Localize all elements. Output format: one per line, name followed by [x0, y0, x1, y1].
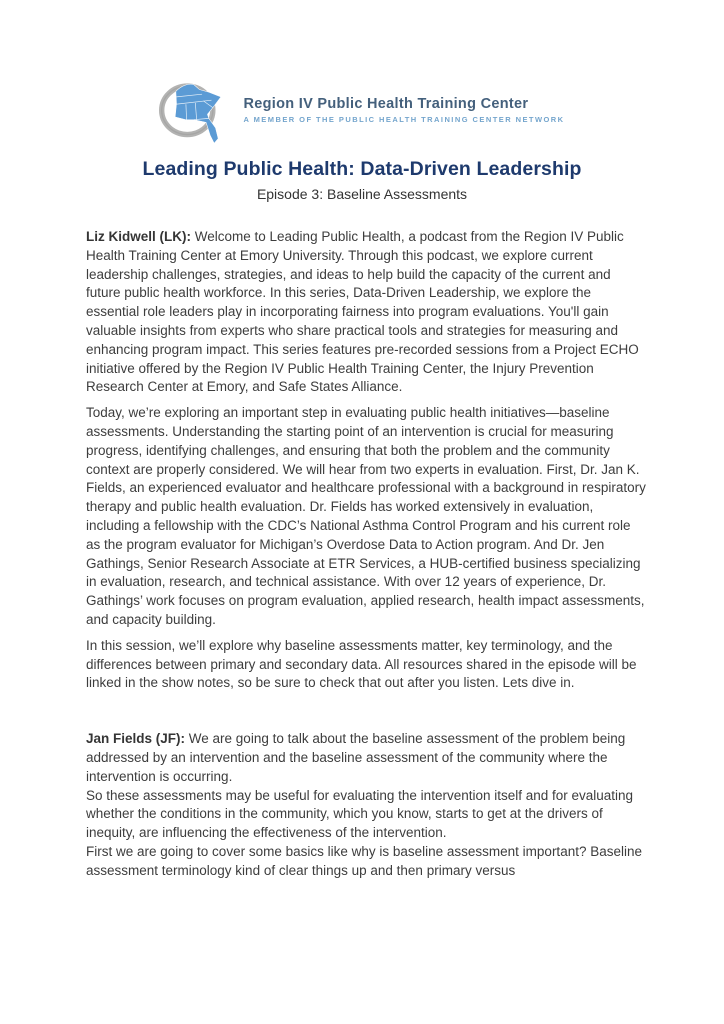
paragraph-text: So these assessments may be useful for evaluating the intervention itself and for evaluating whether the conditions in the community, which you know, starts to get at the drivers of inequity, are influencing the effectiveness of the intervention. — [86, 787, 634, 841]
transcript-paragraph — [86, 637, 646, 693]
logo — [0, 82, 724, 146]
speaker-label: Jan Fields (JF): — [86, 731, 189, 747]
paragraph-text: Welcome to Leading Public Health, a podcast from the Region IV Public Health Training Center at Emory University. Through this podcast, we explore current leadership challenges, strategies, and ideas to help build the capacity of the current and future public health workforce. In this series, Data-Driven Leadership, we explore the essential role leaders play in incorporating fairness into program evaluations. You'll gain valuable insights from experts who share practical tools and strategies for measuring and enhancing program impact. This series features pre-recorded sessions from a Project ECHO initiative offered by the Region IV Public Health Training Center, the Injury Prevention Research Center at Emory, and Safe States Alliance. — [86, 229, 639, 395]
page-subtitle: Episode 3: Baseline Assessments — [256, 186, 468, 202]
paragraph-text: We are going to talk about the baseline assessment of the problem being addressed by an intervention and the baseline assessment of the community where the intervention is occurring. — [86, 731, 626, 784]
paragraph-text: In this session, we’ll explore why baseline assessments matter, key terminology, and the differences between primary and secondary data. All resources shared in the episode will be linked in the show notes, so be sure to check that out after you listen. Lets dive in. — [86, 637, 637, 691]
speaker-label: Liz Kidwell (LK): — [86, 229, 195, 244]
paragraph-text: Today, we’re exploring an important step in evaluating public health initiatives—baseline assessments. Understanding the starting point of an intervention is crucial for measuring progress, identifying challenges, and ensuring that both the problem and the community context are properly considered. We will hear from two experts in evaluation. First, Dr. Jan K. Fields, an experienced evaluator and healthcare professional with a background in respiratory therapy and public health evaluation. Dr. Fields has worked extensively in evaluation, including a fellowship with the CDC’s National Asthma Control Program and his current role as the program evaluator for Michigan’s Overdose Data to Action program. And Dr. Jen Gathings, Senior Research Associate at ETR Services, a HUB-certified business specializing in evaluation, research, and technical assistance. With over 12 years of experience, Dr. Gathings’ work focuses on program evaluation, applied research, health impact assessments, and capacity building. — [86, 405, 646, 627]
org-name: Region IV Public Health Training Center — [243, 96, 529, 112]
paragraph-text: First we are going to cover some basics like why is baseline assessment important? Baseline assessment terminology kind of clear things up and then primary versus — [86, 843, 642, 878]
southeast-us-region-map-icon — [159, 79, 233, 147]
transcript-paragraph — [86, 228, 646, 397]
page-title: Leading Public Health: Data-Driven Leadership — [142, 158, 582, 180]
transcript-paragraph — [86, 730, 646, 880]
transcript-paragraph — [86, 404, 646, 630]
org-tagline: A MEMBER OF THE PUBLIC HEALTH TRAINING CENTER NETWORK — [243, 115, 565, 124]
transcript-body — [86, 228, 646, 881]
logo-text — [243, 96, 564, 124]
